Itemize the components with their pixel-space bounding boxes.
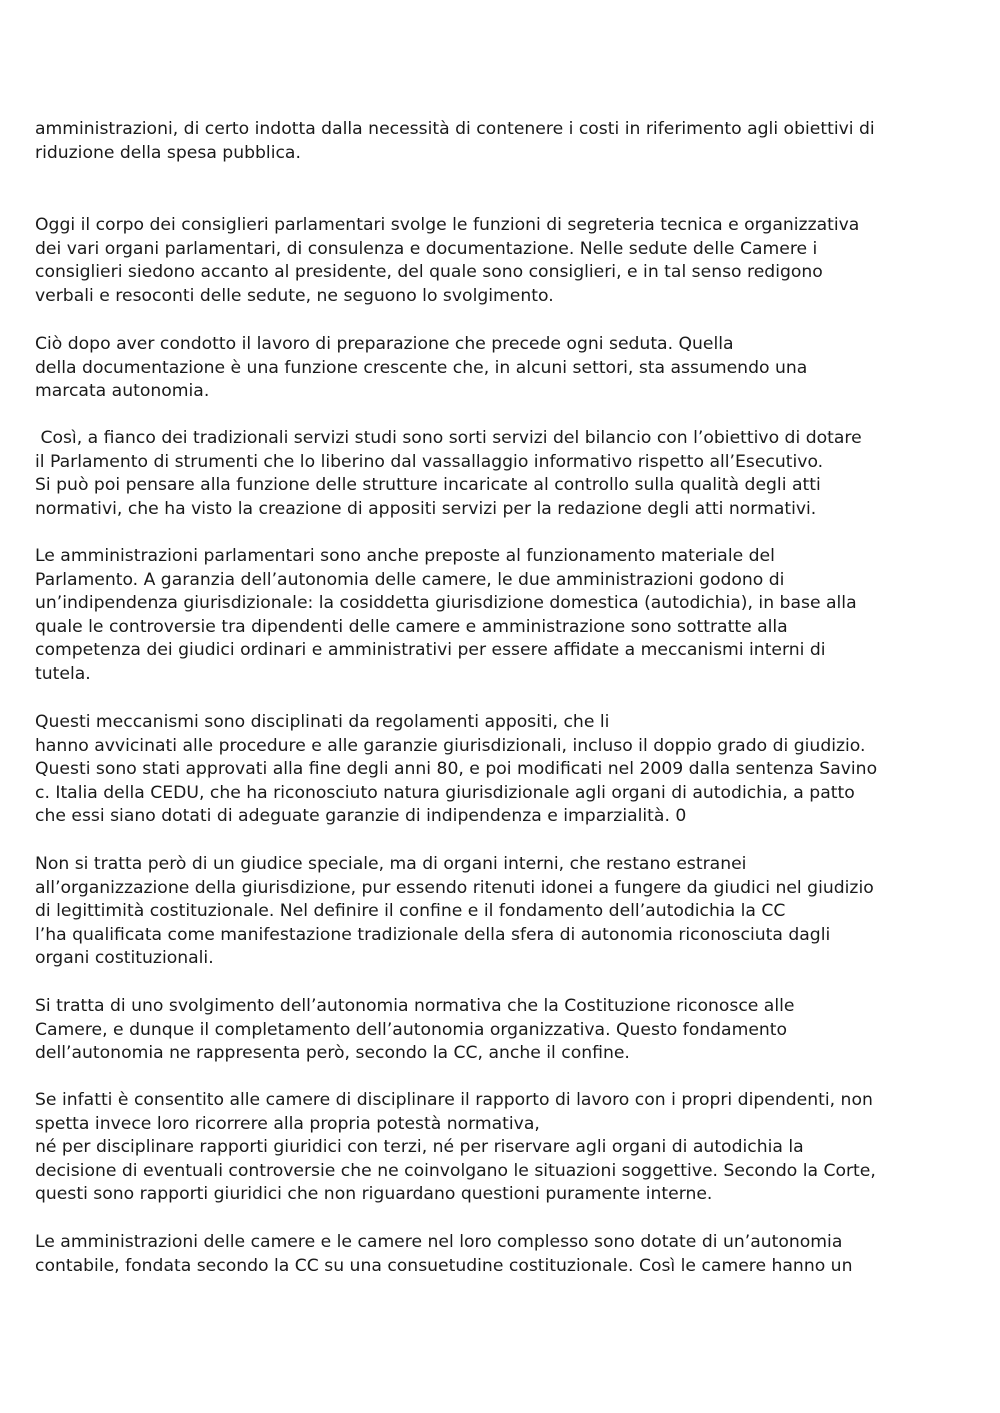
text-line: il Parlamento di strumenti che lo liberino dal vassallaggio informativo rispetto all’Esecutivo. [35, 451, 824, 472]
text-line: marcata autonomia. [35, 381, 210, 402]
paragraph-3 [35, 333, 985, 404]
paragraph-5 [35, 545, 985, 687]
paragraph-1 [35, 118, 985, 165]
paragraph-4 [35, 427, 985, 521]
text-line: Si può poi pensare alla funzione delle strutture incaricate al controllo sulla qualità degli atti [35, 475, 821, 496]
paragraph-6 [35, 711, 985, 829]
text-line: consiglieri siedono accanto al presidente, del quale sono consiglieri, e in tal senso redigono [35, 262, 823, 283]
text-line: che essi siano dotati di adeguate garanzie di indipendenza e imparzialità. 0 [35, 806, 687, 827]
text-line: all’organizzazione della giurisdizione, pur essendo ritenuti idonei a fungere da giudici nel giudizio [35, 877, 874, 898]
text-line: spetta invece loro ricorrere alla propria potestà normativa, [35, 1113, 540, 1134]
text-line: amministrazioni, di certo indotta dalla necessità di contenere i costi in riferimento agli obiettivi di [35, 119, 875, 139]
text-line: Le amministrazioni parlamentari sono anche preposte al funzionamento materiale del [35, 546, 775, 566]
text-line: organi costituzionali. [35, 948, 214, 969]
text-line: della documentazione è una funzione crescente che, in alcuni settori, sta assumendo una [35, 357, 808, 378]
text-line: Non si tratta però di un giudice speciale, ma di organi interni, che restano estranei [35, 854, 747, 874]
text-line: Oggi il corpo dei consiglieri parlamentari svolge le funzioni di segreteria tecnica e organizzativa [35, 215, 860, 235]
text-line: Si tratta di uno svolgimento dell’autonomia normativa che la Costituzione riconosce alle [35, 996, 795, 1016]
text-line: decisione di eventuali controversie che ne coinvolgano le situazioni soggettive. Secondo la Corte, [35, 1160, 876, 1181]
text-line: Così, a fianco dei tradizionali servizi studi sono sorti servizi del bilancio con l’obiettivo di dotare [35, 428, 862, 448]
text-line: tutela. [35, 663, 91, 684]
text-line: Le amministrazioni delle camere e le camere nel loro complesso sono dotate di un’autonomia [35, 1232, 843, 1252]
text-line: dei vari organi parlamentari, di consulenza e documentazione. Nelle sedute delle Camere i [35, 238, 818, 259]
text-line: quale le controversie tra dipendenti delle camere e amministrazione sono sottratte alla [35, 616, 788, 637]
text-line: hanno avvicinati alle procedure e alle garanzie giurisdizionali, incluso il doppio grado di giudizio. [35, 735, 866, 756]
text-line: contabile, fondata secondo la CC su una consuetudine costituzionale. Così le camere hanno un [35, 1255, 853, 1276]
text-line: di legittimità costituzionale. Nel definire il confine e il fondamento dell’autodichia la CC [35, 901, 786, 922]
text-line: questi sono rapporti giuridici che non riguardano questioni puramente interne. [35, 1184, 713, 1205]
text-line: un’indipendenza giurisdizionale: la cosiddetta giurisdizione domestica (autodichia), in base alla [35, 593, 857, 614]
text-line: Ciò dopo aver condotto il lavoro di preparazione che precede ogni seduta. Quella [35, 334, 734, 354]
text-line: verbali e resoconti delle sedute, ne seguono lo svolgimento. [35, 285, 554, 306]
text-line: competenza dei giudici ordinari e amministrativi per essere affidate a meccanismi interni di [35, 640, 826, 661]
paragraph-8 [35, 995, 985, 1066]
text-line: Parlamento. A garanzia dell’autonomia delle camere, le due amministrazioni godono di [35, 569, 785, 590]
paragraph-9 [35, 1089, 985, 1207]
text-line: Questi sono stati approvati alla fine degli anni 80, e poi modificati nel 2009 dalla sentenza Savino [35, 759, 878, 780]
paragraph-7 [35, 853, 985, 971]
text-line: Camere, e dunque il completamento dell’autonomia organizzativa. Questo fondamento [35, 1019, 788, 1040]
text-line: c. Italia della CEDU, che ha riconosciuto natura giurisdizionale agli organi di autodichia, a patto [35, 782, 855, 803]
text-line: riduzione della spesa pubblica. [35, 142, 301, 163]
text-line: l’ha qualificata come manifestazione tradizionale della sfera di autonomia riconosciuta dagli [35, 924, 831, 945]
text-line: normativi, che ha visto la creazione di appositi servizi per la redazione degli atti normativi. [35, 498, 817, 519]
paragraph-10 [35, 1231, 985, 1278]
text-line: dell’autonomia ne rappresenta però, secondo la CC, anche il confine. [35, 1043, 630, 1064]
text-line: né per disciplinare rapporti giuridici con terzi, né per riservare agli organi di autodichia la [35, 1137, 804, 1158]
paragraph-2 [35, 214, 985, 308]
text-line: Se infatti è consentito alle camere di disciplinare il rapporto di lavoro con i propri dipendenti, non [35, 1090, 873, 1110]
text-line: Questi meccanismi sono disciplinati da regolamenti appositi, che li [35, 712, 610, 732]
